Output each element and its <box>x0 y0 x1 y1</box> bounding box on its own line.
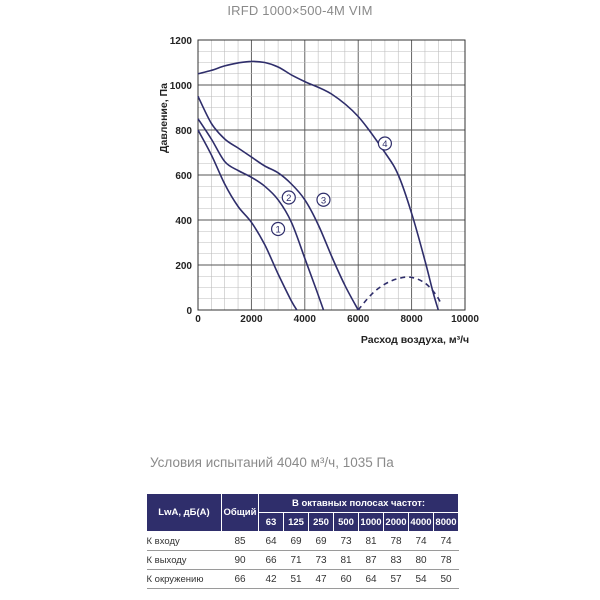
y-tick-label: 800 <box>175 126 192 137</box>
table-cell: 74 <box>409 532 434 551</box>
row-label: К выходу <box>147 551 222 570</box>
table-cell: 81 <box>359 532 384 551</box>
row-label: К окружению <box>147 570 222 589</box>
table-cell: 69 <box>284 532 309 551</box>
y-tick-label: 1200 <box>169 36 192 47</box>
frequency-header: 63 <box>259 513 284 532</box>
table-header-row <box>147 494 459 513</box>
curve-label-text: 4 <box>382 139 388 150</box>
curve-label-1 <box>272 223 285 236</box>
table-cell: 42 <box>259 570 284 589</box>
table-cell: 50 <box>434 570 459 589</box>
table-cell: 81 <box>334 551 359 570</box>
curve-label-text: 1 <box>275 224 281 236</box>
x-tick-label: 10000 <box>451 314 479 325</box>
row-total: 90 <box>222 551 259 570</box>
y-tick-label: 400 <box>175 216 192 227</box>
test-conditions: Условия испытаний 4040 м³/ч, 1035 Па <box>150 455 394 470</box>
table-cell: 47 <box>309 570 334 589</box>
y-axis-label: Давление, Па <box>158 83 170 153</box>
y-tick-label: 600 <box>175 171 192 182</box>
row-total: 66 <box>222 570 259 589</box>
table-cell: 60 <box>334 570 359 589</box>
chart-ticks <box>170 36 480 325</box>
table-cell: 78 <box>384 532 409 551</box>
table-cell: 54 <box>409 570 434 589</box>
frequency-header: 125 <box>284 513 309 532</box>
frequency-header: 500 <box>334 513 359 532</box>
chart-curves <box>198 61 441 310</box>
curve-unstable-zone <box>358 277 441 310</box>
table-row <box>147 551 459 570</box>
x-tick-label: 0 <box>195 314 201 325</box>
table-cell: 69 <box>309 532 334 551</box>
curve-label-2 <box>282 191 295 204</box>
frequency-header: 4000 <box>409 513 434 532</box>
table-cell: 51 <box>284 570 309 589</box>
y-tick-label: 1000 <box>169 81 192 92</box>
frequency-header: 2000 <box>384 513 409 532</box>
table-row <box>147 532 459 551</box>
table-cell: 66 <box>259 551 284 570</box>
x-axis-label: Расход воздуха, м³/ч <box>360 334 470 346</box>
table-cell: 64 <box>359 570 384 589</box>
y-tick-label: 0 <box>186 306 192 317</box>
chart-grid <box>198 40 465 310</box>
x-tick-label: 2000 <box>240 314 263 325</box>
table-cell: 71 <box>284 551 309 570</box>
table-row <box>147 570 459 589</box>
curve-label-3 <box>317 193 330 206</box>
chart-title: IRFD 1000×500-4M VIM <box>227 3 373 18</box>
table-cell: 74 <box>434 532 459 551</box>
table-cell: 64 <box>259 532 284 551</box>
curve-label-text: 2 <box>286 193 292 204</box>
frequency-header: 1000 <box>359 513 384 532</box>
y-tick-label: 200 <box>175 261 192 272</box>
row-label: К входу <box>147 532 222 551</box>
curve-label-4 <box>378 137 391 150</box>
x-tick-label: 8000 <box>400 314 423 325</box>
x-tick-label: 4000 <box>293 314 316 325</box>
table-cell: 57 <box>384 570 409 589</box>
octave-header: В октавных полосах частот: <box>259 494 459 513</box>
frequency-header: 250 <box>309 513 334 532</box>
table-cell: 80 <box>409 551 434 570</box>
sound-power-table <box>146 493 459 589</box>
curve-label-text: 3 <box>320 195 327 207</box>
frequency-header: 8000 <box>434 513 459 532</box>
total-header: Общий <box>222 494 259 532</box>
table-cell: 87 <box>359 551 384 570</box>
table-cell: 83 <box>384 551 409 570</box>
table-cell: 78 <box>434 551 459 570</box>
lwa-header: LwA, дБ(А) <box>147 494 222 532</box>
x-tick-label: 6000 <box>347 314 370 325</box>
table-cell: 73 <box>334 532 359 551</box>
row-total: 85 <box>222 532 259 551</box>
table-cell: 73 <box>309 551 334 570</box>
